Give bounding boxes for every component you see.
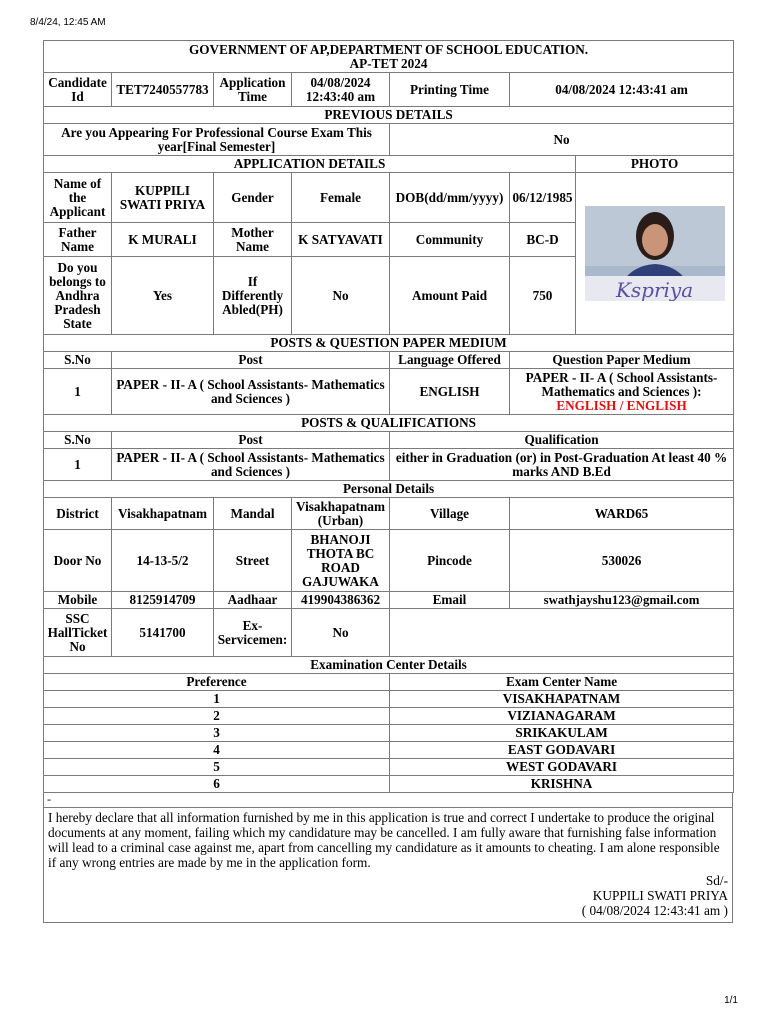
- table-row: [44, 776, 734, 793]
- medium-language: ENGLISH: [390, 369, 510, 415]
- district-label: District: [44, 498, 112, 530]
- application-time-label: Application Time: [214, 73, 292, 107]
- print-footer-page: 1/1: [724, 995, 738, 1006]
- father-name: K MURALI: [112, 223, 214, 257]
- dob-label: DOB(dd/mm/yyyy): [390, 173, 510, 223]
- exam-center-name: VISAKHAPATNAM: [390, 691, 734, 708]
- posts-qualifications-heading: POSTS & QUALIFICATIONS: [44, 415, 734, 432]
- preference-number: 1: [44, 691, 390, 708]
- exam-center-heading: Examination Center Details: [44, 657, 734, 674]
- photo-heading: PHOTO: [576, 156, 734, 173]
- door-no-value: 14-13-5/2: [112, 530, 214, 592]
- title-line-2: AP-TET 2024: [349, 55, 428, 71]
- title-line-1: GOVERNMENT OF AP,DEPARTMENT OF SCHOOL EDUCATION.: [189, 41, 589, 57]
- signature-sd: Sd/-: [705, 873, 728, 888]
- amount-paid-label: Amount Paid: [390, 257, 510, 335]
- qual-col-sno: S.No: [44, 432, 112, 449]
- table-row: [44, 691, 734, 708]
- ssc-value: 5141700: [112, 609, 214, 657]
- page-title: [44, 41, 734, 73]
- applicant-name-label: Name of the Applicant: [44, 173, 112, 223]
- gender-label: Gender: [214, 173, 292, 223]
- email-label: Email: [390, 592, 510, 609]
- medium-value-cell: [510, 369, 734, 415]
- col-sno: S.No: [44, 352, 112, 369]
- gender-value: Female: [292, 173, 390, 223]
- preference-number: 6: [44, 776, 390, 793]
- community-value: BC-D: [510, 223, 576, 257]
- posts-medium-heading: POSTS & QUESTION PAPER MEDIUM: [44, 335, 734, 352]
- mandal-value: Visakhapatnam (Urban): [292, 498, 390, 530]
- village-label: Village: [390, 498, 510, 530]
- separator-dash: -: [43, 793, 733, 808]
- qual-value: either in Graduation (or) in Post-Graduation At least 40 % marks AND B.Ed: [390, 449, 734, 481]
- ex-servicemen-value: No: [292, 609, 390, 657]
- ssc-label: SSC HallTicket No: [44, 609, 112, 657]
- print-header-datetime: 8/4/24, 12:45 AM: [30, 17, 106, 28]
- mobile-value: 8125914709: [112, 592, 214, 609]
- aadhaar-label: Aadhaar: [214, 592, 292, 609]
- exam-center-name: EAST GODAVARI: [390, 742, 734, 759]
- application-details-heading: APPLICATION DETAILS: [44, 156, 576, 173]
- preference-number: 4: [44, 742, 390, 759]
- personal-details-heading: Personal Details: [44, 481, 734, 498]
- door-no-label: Door No: [44, 530, 112, 592]
- ex-servicemen-label: Ex-Servicemen:: [214, 609, 292, 657]
- qual-col-post: Post: [112, 432, 390, 449]
- photo-cell: [576, 173, 734, 335]
- ph-value: No: [292, 257, 390, 335]
- father-name-label: Father Name: [44, 223, 112, 257]
- col-preference: Preference: [44, 674, 390, 691]
- photo-signature: Kspriya: [615, 278, 694, 301]
- qual-sno: 1: [44, 449, 112, 481]
- preference-number: 5: [44, 759, 390, 776]
- col-language: Language Offered: [390, 352, 510, 369]
- empty-cell: [390, 609, 734, 657]
- declaration-text: I hereby declare that all information furnished by me in this application is true and correct I undertake to produce the original documents at any moment, failing which my candidature may be cancelled. I am fully aware that furnishing false information will lead to a criminal case against me, apart from cancelling my candidature as it amounts to cheating. I am alone responsible if any wrong entries are made by me in the application form.: [48, 810, 720, 870]
- declaration-box: [43, 808, 733, 923]
- ph-label: If Differently Abled(PH): [214, 257, 292, 335]
- mother-name-label: Mother Name: [214, 223, 292, 257]
- table-row: [44, 725, 734, 742]
- preference-number: 2: [44, 708, 390, 725]
- application-table: [43, 40, 734, 793]
- application-sheet: [43, 40, 733, 923]
- street-label: Street: [214, 530, 292, 592]
- mother-name: K SATYAVATI: [292, 223, 390, 257]
- ap-state-label: Do you belongs to Andhra Pradesh State: [44, 257, 112, 335]
- medium-text: PAPER - II- A ( School Assistants- Mathematics and Sciences ):: [525, 369, 718, 399]
- qual-col-qualification: Qualification: [390, 432, 734, 449]
- professional-course-answer: No: [390, 124, 734, 156]
- mandal-label: Mandal: [214, 498, 292, 530]
- table-row: [44, 759, 734, 776]
- table-row: [44, 708, 734, 725]
- pincode-label: Pincode: [390, 530, 510, 592]
- preference-number: 3: [44, 725, 390, 742]
- email-value: swathjayshu123@gmail.com: [510, 592, 734, 609]
- candidate-id-label: Candidate Id: [44, 73, 112, 107]
- mobile-label: Mobile: [44, 592, 112, 609]
- qual-post: PAPER - II- A ( School Assistants- Mathematics and Sciences ): [112, 449, 390, 481]
- medium-sno: 1: [44, 369, 112, 415]
- street-value: BHANOJI THOTA BC ROAD GAJUWAKA: [292, 530, 390, 592]
- col-post: Post: [112, 352, 390, 369]
- aadhaar-value: 419904386362: [292, 592, 390, 609]
- village-value: WARD65: [510, 498, 734, 530]
- dob-value: 06/12/1985: [510, 173, 576, 223]
- applicant-name: KUPPILI SWATI PRIYA: [112, 173, 214, 223]
- medium-post: PAPER - II- A ( School Assistants- Mathematics and Sciences ): [112, 369, 390, 415]
- medium-value: ENGLISH / ENGLISH: [556, 397, 687, 413]
- ap-state-value: Yes: [112, 257, 214, 335]
- printing-time: 04/08/2024 12:43:41 am: [510, 73, 734, 107]
- previous-details-heading: PREVIOUS DETAILS: [44, 107, 734, 124]
- professional-course-question: Are you Appearing For Professional Course Exam This year[Final Semester]: [44, 124, 390, 156]
- signature-name: KUPPILI SWATI PRIYA: [592, 888, 728, 903]
- candidate-id: TET7240557783: [112, 73, 214, 107]
- table-row: [44, 742, 734, 759]
- col-exam-center: Exam Center Name: [390, 674, 734, 691]
- pincode-value: 530026: [510, 530, 734, 592]
- printing-time-label: Printing Time: [390, 73, 510, 107]
- district-value: Visakhapatnam: [112, 498, 214, 530]
- exam-center-name: KRISHNA: [390, 776, 734, 793]
- exam-center-name: VIZIANAGARAM: [390, 708, 734, 725]
- amount-paid-value: 750: [510, 257, 576, 335]
- exam-center-name: SRIKAKULAM: [390, 725, 734, 742]
- applicant-photo: [585, 206, 725, 301]
- exam-center-name: WEST GODAVARI: [390, 759, 734, 776]
- signature-time: ( 04/08/2024 12:43:41 am ): [581, 903, 728, 918]
- community-label: Community: [390, 223, 510, 257]
- application-time: 04/08/2024 12:43:40 am: [292, 73, 390, 107]
- col-medium: Question Paper Medium: [510, 352, 734, 369]
